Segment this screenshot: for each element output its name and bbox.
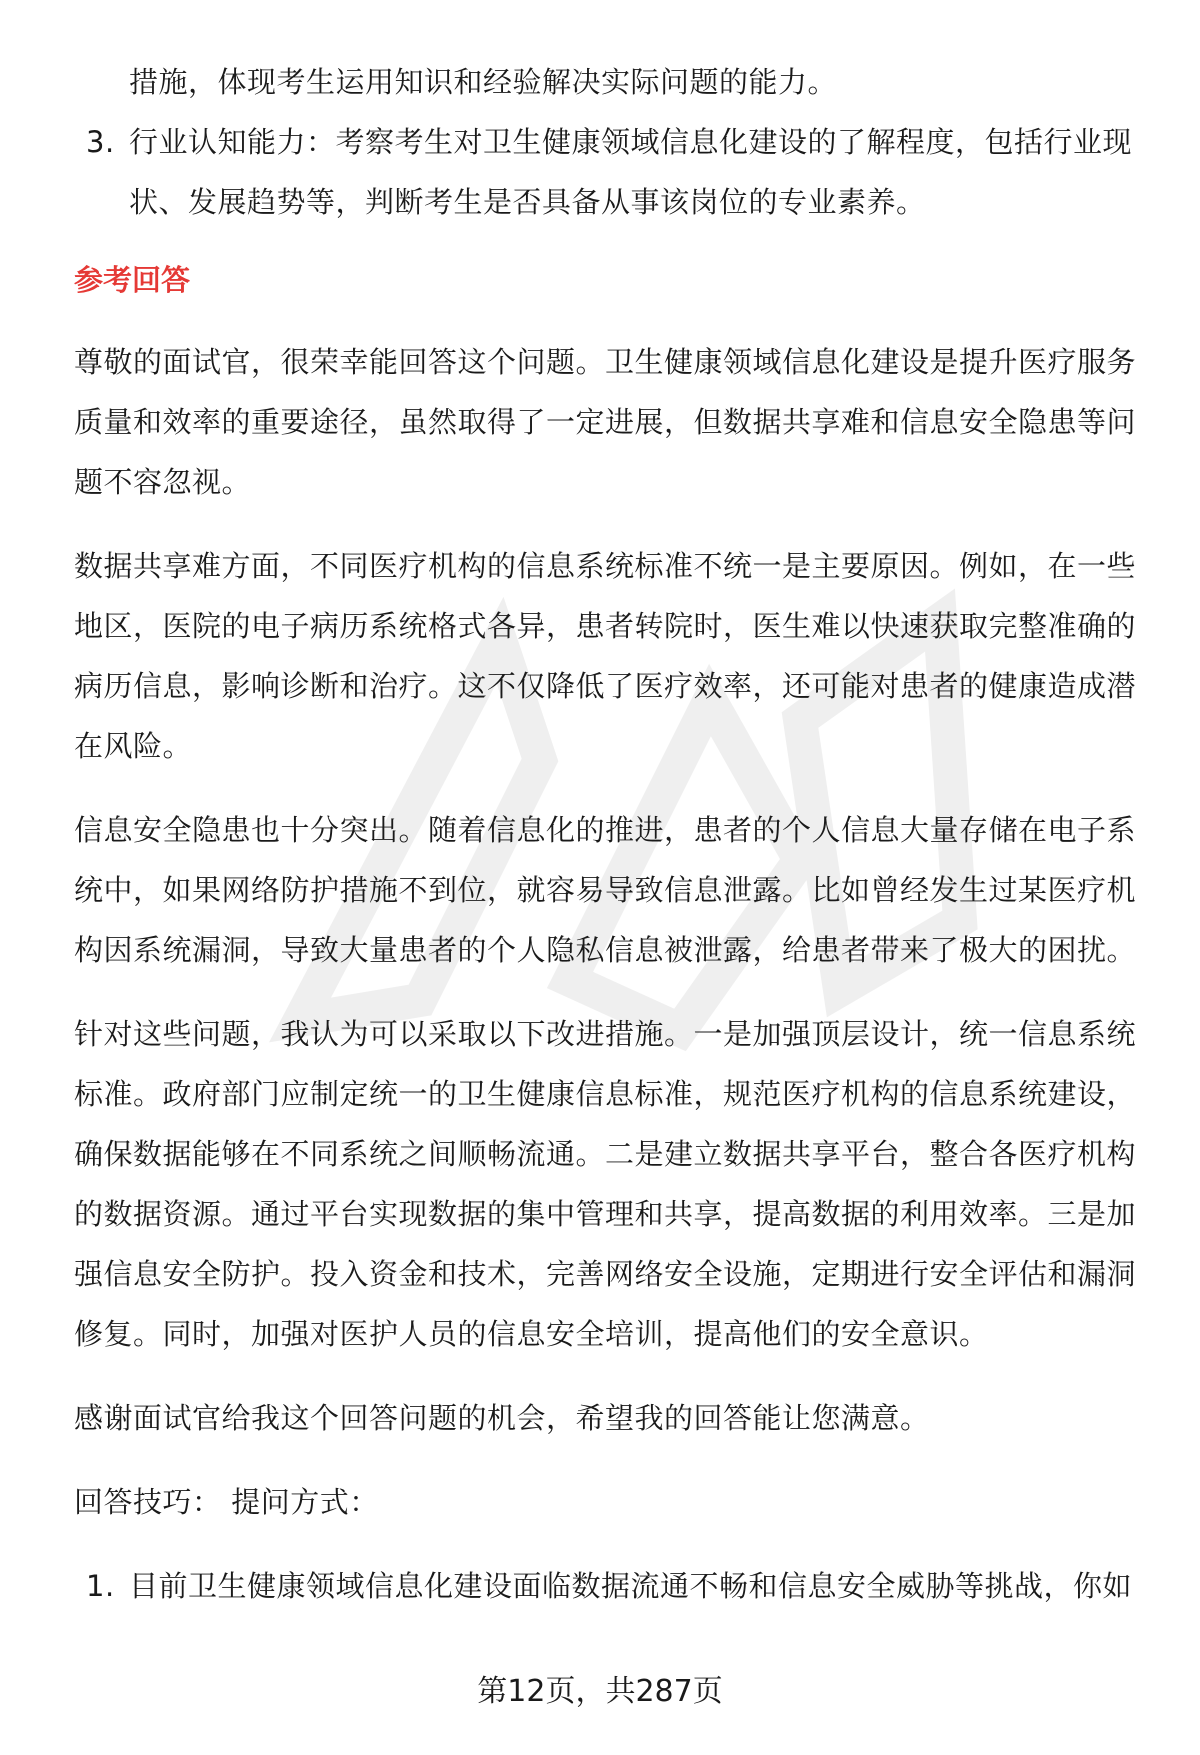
paragraph-line: 信息安全隐患也十分突出。随着信息化的推进，患者的个人信息大量存储在电子系 <box>74 813 1137 847</box>
paragraph-3 <box>74 800 1144 980</box>
paragraph-2 <box>74 536 1144 776</box>
paragraph-line: 统中，如果网络防护措施不到位，就容易导致信息泄露。比如曾经发生过某医疗机 <box>74 873 1137 907</box>
paragraph-line: 在风险。 <box>74 729 193 763</box>
paragraph-6 <box>74 1472 1144 1532</box>
paragraph-4 <box>74 1004 1144 1364</box>
list-item-text: 目前卫生健康领域信息化建设面临数据流通不畅和信息安全威胁等挑战，你如 <box>129 1569 1133 1603</box>
continuation-line: 措施，体现考生运用知识和经验解决实际问题的能力。 <box>129 65 838 99</box>
paragraph-line: 质量和效率的重要途径，虽然取得了一定进展，但数据共享难和信息安全隐患等问 <box>74 405 1137 439</box>
paragraph-line: 标准。政府部门应制定统一的卫生健康信息标准，规范医疗机构的信息系统建设， <box>74 1077 1137 1111</box>
paragraph-line: 的数据资源。通过平台实现数据的集中管理和共享，提高数据的利用效率。三是加 <box>74 1197 1137 1231</box>
paragraph-line: 强信息安全防护。投入资金和技术，完善网络安全设施，定期进行安全评估和漏洞 <box>74 1257 1137 1291</box>
paragraph-line: 构因系统漏洞，导致大量患者的个人隐私信息被泄露，给患者带来了极大的困扰。 <box>74 933 1137 967</box>
paragraph-line: 尊敬的面试官，很荣幸能回答这个问题。卫生健康领域信息化建设是提升医疗服务 <box>74 345 1137 379</box>
list-item-1 <box>74 1556 1144 1616</box>
paragraph-line: 确保数据能够在不同系统之间顺畅流通。二是建立数据共享平台，整合各医疗机构 <box>74 1137 1137 1171</box>
list-number: 3. <box>86 125 115 159</box>
paragraph-1 <box>74 332 1144 512</box>
section-heading: 参考回答 <box>74 263 191 297</box>
list-number: 1. <box>86 1569 115 1603</box>
list-item-text: 行业认知能力：考察考生对卫生健康领域信息化建设的了解程度，包括行业现 <box>129 125 1133 159</box>
paragraph-line: 病历信息，影响诊断和治疗。这不仅降低了医疗效率，还可能对患者的健康造成潜 <box>74 669 1137 703</box>
paragraph-line: 回答技巧： 提问方式： <box>74 1485 379 1519</box>
page-footer: 第12页，共287页 <box>477 1674 723 1709</box>
paragraph-line: 数据共享难方面，不同医疗机构的信息系统标准不统一是主要原因。例如，在一些 <box>74 549 1137 583</box>
list-item-text: 状、发展趋势等，判断考生是否具备从事该岗位的专业素养。 <box>129 185 926 219</box>
paragraph-5 <box>74 1388 1144 1448</box>
page-content <box>74 52 1144 1616</box>
paragraph-line: 针对这些问题，我认为可以采取以下改进措施。一是加强顶层设计，统一信息系统 <box>74 1017 1137 1051</box>
paragraph-line: 修复。同时，加强对医护人员的信息安全培训，提高他们的安全意识。 <box>74 1317 989 1351</box>
paragraph-line: 感谢面试官给我这个回答问题的机会，希望我的回答能让您满意。 <box>74 1401 930 1435</box>
list-item-3 <box>74 112 1144 232</box>
paragraph-line: 题不容忽视。 <box>74 465 252 499</box>
paragraph-line: 地区，医院的电子病历系统格式各异，患者转院时，医生难以快速获取完整准确的 <box>74 609 1137 643</box>
